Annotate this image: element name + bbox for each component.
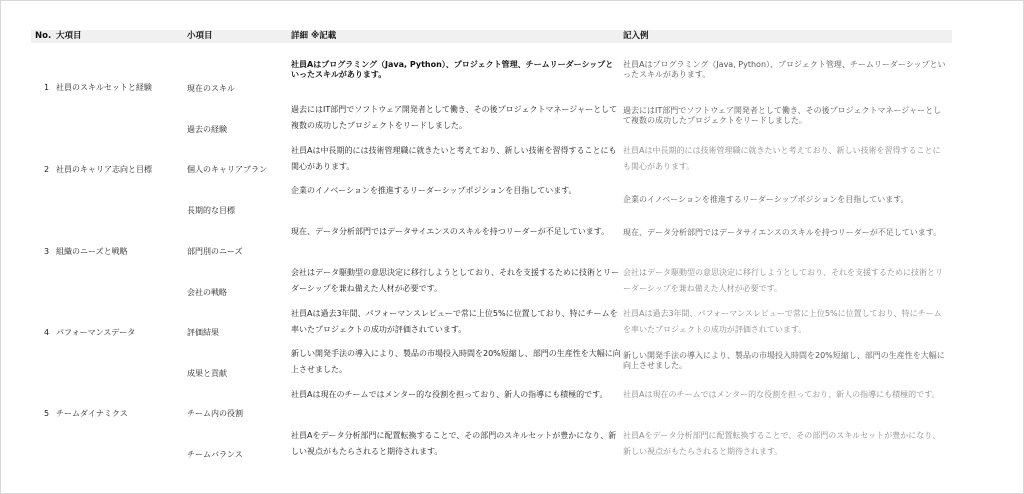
row-minor: 現在のスキル (187, 84, 235, 93)
row-minor: 長期的な目標 (187, 206, 235, 215)
row-minor: 個人のキャリアプラン (187, 165, 267, 174)
row-example: 新しい開発手法の導入により、製品の市場投入時間を20%短縮し、部門の生産性を大幅に向上させました。 (623, 351, 945, 370)
group-major: 社員のスキルセットと経験 (56, 83, 152, 92)
row-minor: チームバランス (187, 450, 243, 459)
row-detail: 過去にはIT部門でソフトウェア開発者として働き、その後プロジェクトマネージャーとして複数の成功したプロジェクトをリードしました。 (291, 105, 618, 130)
header-minor: 小項目 (187, 31, 213, 41)
row-minor: 会社の戦略 (187, 288, 227, 297)
row-detail: 会社はデータ駆動型の意思決定に移行しようとしており、それを支援するために技術とリーダーシップを兼ね備えた人材が必要です。 (291, 268, 619, 293)
row-minor: 成果と貢献 (187, 369, 227, 378)
group-number: 1 (44, 83, 50, 92)
row-detail: 企業のイノベーションを推進するリーダーシップポジションを目指しています。 (291, 186, 577, 195)
header-example: 記入例 (623, 31, 649, 41)
row-minor: 過去の経験 (187, 125, 227, 134)
row-example: 社員Aはプログラミング（Java, Python）、プロジェクト管理、チームリーダーシップといったスキルがあります。 (623, 60, 946, 79)
row-example: 会社はデータ駆動型の意思決定に移行しようとしており、それを支援するために技術とリーダーシップを兼ね備えた人材が必要です。 (623, 268, 943, 293)
group-major: パフォーマンスデータ (56, 328, 136, 337)
row-example: 社員Aは中長期的には技術管理職に就きたいと考えており、新しい技術を習得することにも関心があります。 (623, 146, 941, 171)
row-detail: 社員Aはプログラミング（Java, Python）、プロジェクト管理、チームリーダーシップといったスキルがあります。 (291, 60, 614, 79)
group-number: 3 (44, 247, 50, 256)
row-example: 過去にはIT部門でソフトウェア開発者として働き、その後プロジェクトマネージャーとして複数の成功したプロジェクトをリードしました。 (623, 106, 942, 125)
row-detail: 社員Aは過去3年間、パフォーマンスレビューで常に上位5%に位置しており、特にチームを率いたプロジェクトの成功が評価されています。 (291, 309, 618, 334)
group-number: 5 (44, 409, 50, 418)
row-detail: 社員Aは中長期的には技術管理職に就きたいと考えており、新しい技術を習得することにも関心があります。 (291, 146, 617, 171)
row-example: 社員Aは現在のチームではメンター的な役割を担っており、新人の指導にも積極的です。 (623, 390, 940, 399)
group-number: 2 (44, 165, 50, 174)
group-major: 組織のニーズと戦略 (56, 247, 128, 256)
header-major: 大項目 (56, 31, 82, 41)
row-minor: チーム内の役割 (187, 409, 243, 418)
row-minor: 部門別のニーズ (187, 247, 243, 256)
row-example: 現在、データ分析部門ではデータサイエンスのスキルを持つリーダーが不足しています。 (623, 228, 942, 237)
row-detail: 現在、データ分析部門ではデータサイエンスのスキルを持つリーダーが不足しています。 (291, 227, 610, 236)
row-detail: 新しい開発手法の導入により、製品の市場投入時間を20%短縮し、部門の生産性を大幅に向上させました。 (291, 349, 621, 374)
row-detail: 社員Aは現在のチームではメンター的な役割を担っており、新人の指導にも積極的です。 (291, 390, 608, 399)
row-example: 社員Aをデータ分析部門に配置転換することで、その部門のスキルセットが豊かになり、新しい視点がもたらされると期待されます。 (623, 431, 941, 456)
header-no: No. (35, 31, 52, 41)
header-detail: 詳細 ※記載 (291, 31, 337, 41)
row-minor: 評価結果 (187, 328, 219, 337)
row-example: 社員Aは過去3年間、パフォーマンスレビューで常に上位5%に位置しており、特にチームを率いたプロジェクトの成功が評価されています。 (623, 309, 942, 334)
table-header (31, 30, 952, 43)
group-major: チームダイナミクス (56, 409, 128, 418)
row-example: 企業のイノベーションを推進するリーダーシップポジションを目指しています。 (623, 195, 909, 204)
group-major: 社員のキャリア志向と目標 (56, 165, 152, 174)
row-detail: 社員Aをデータ分析部門に配置転換することで、その部門のスキルセットが豊かになり、新しい視点がもたらされると期待されます。 (291, 431, 617, 456)
group-number: 4 (44, 328, 50, 337)
